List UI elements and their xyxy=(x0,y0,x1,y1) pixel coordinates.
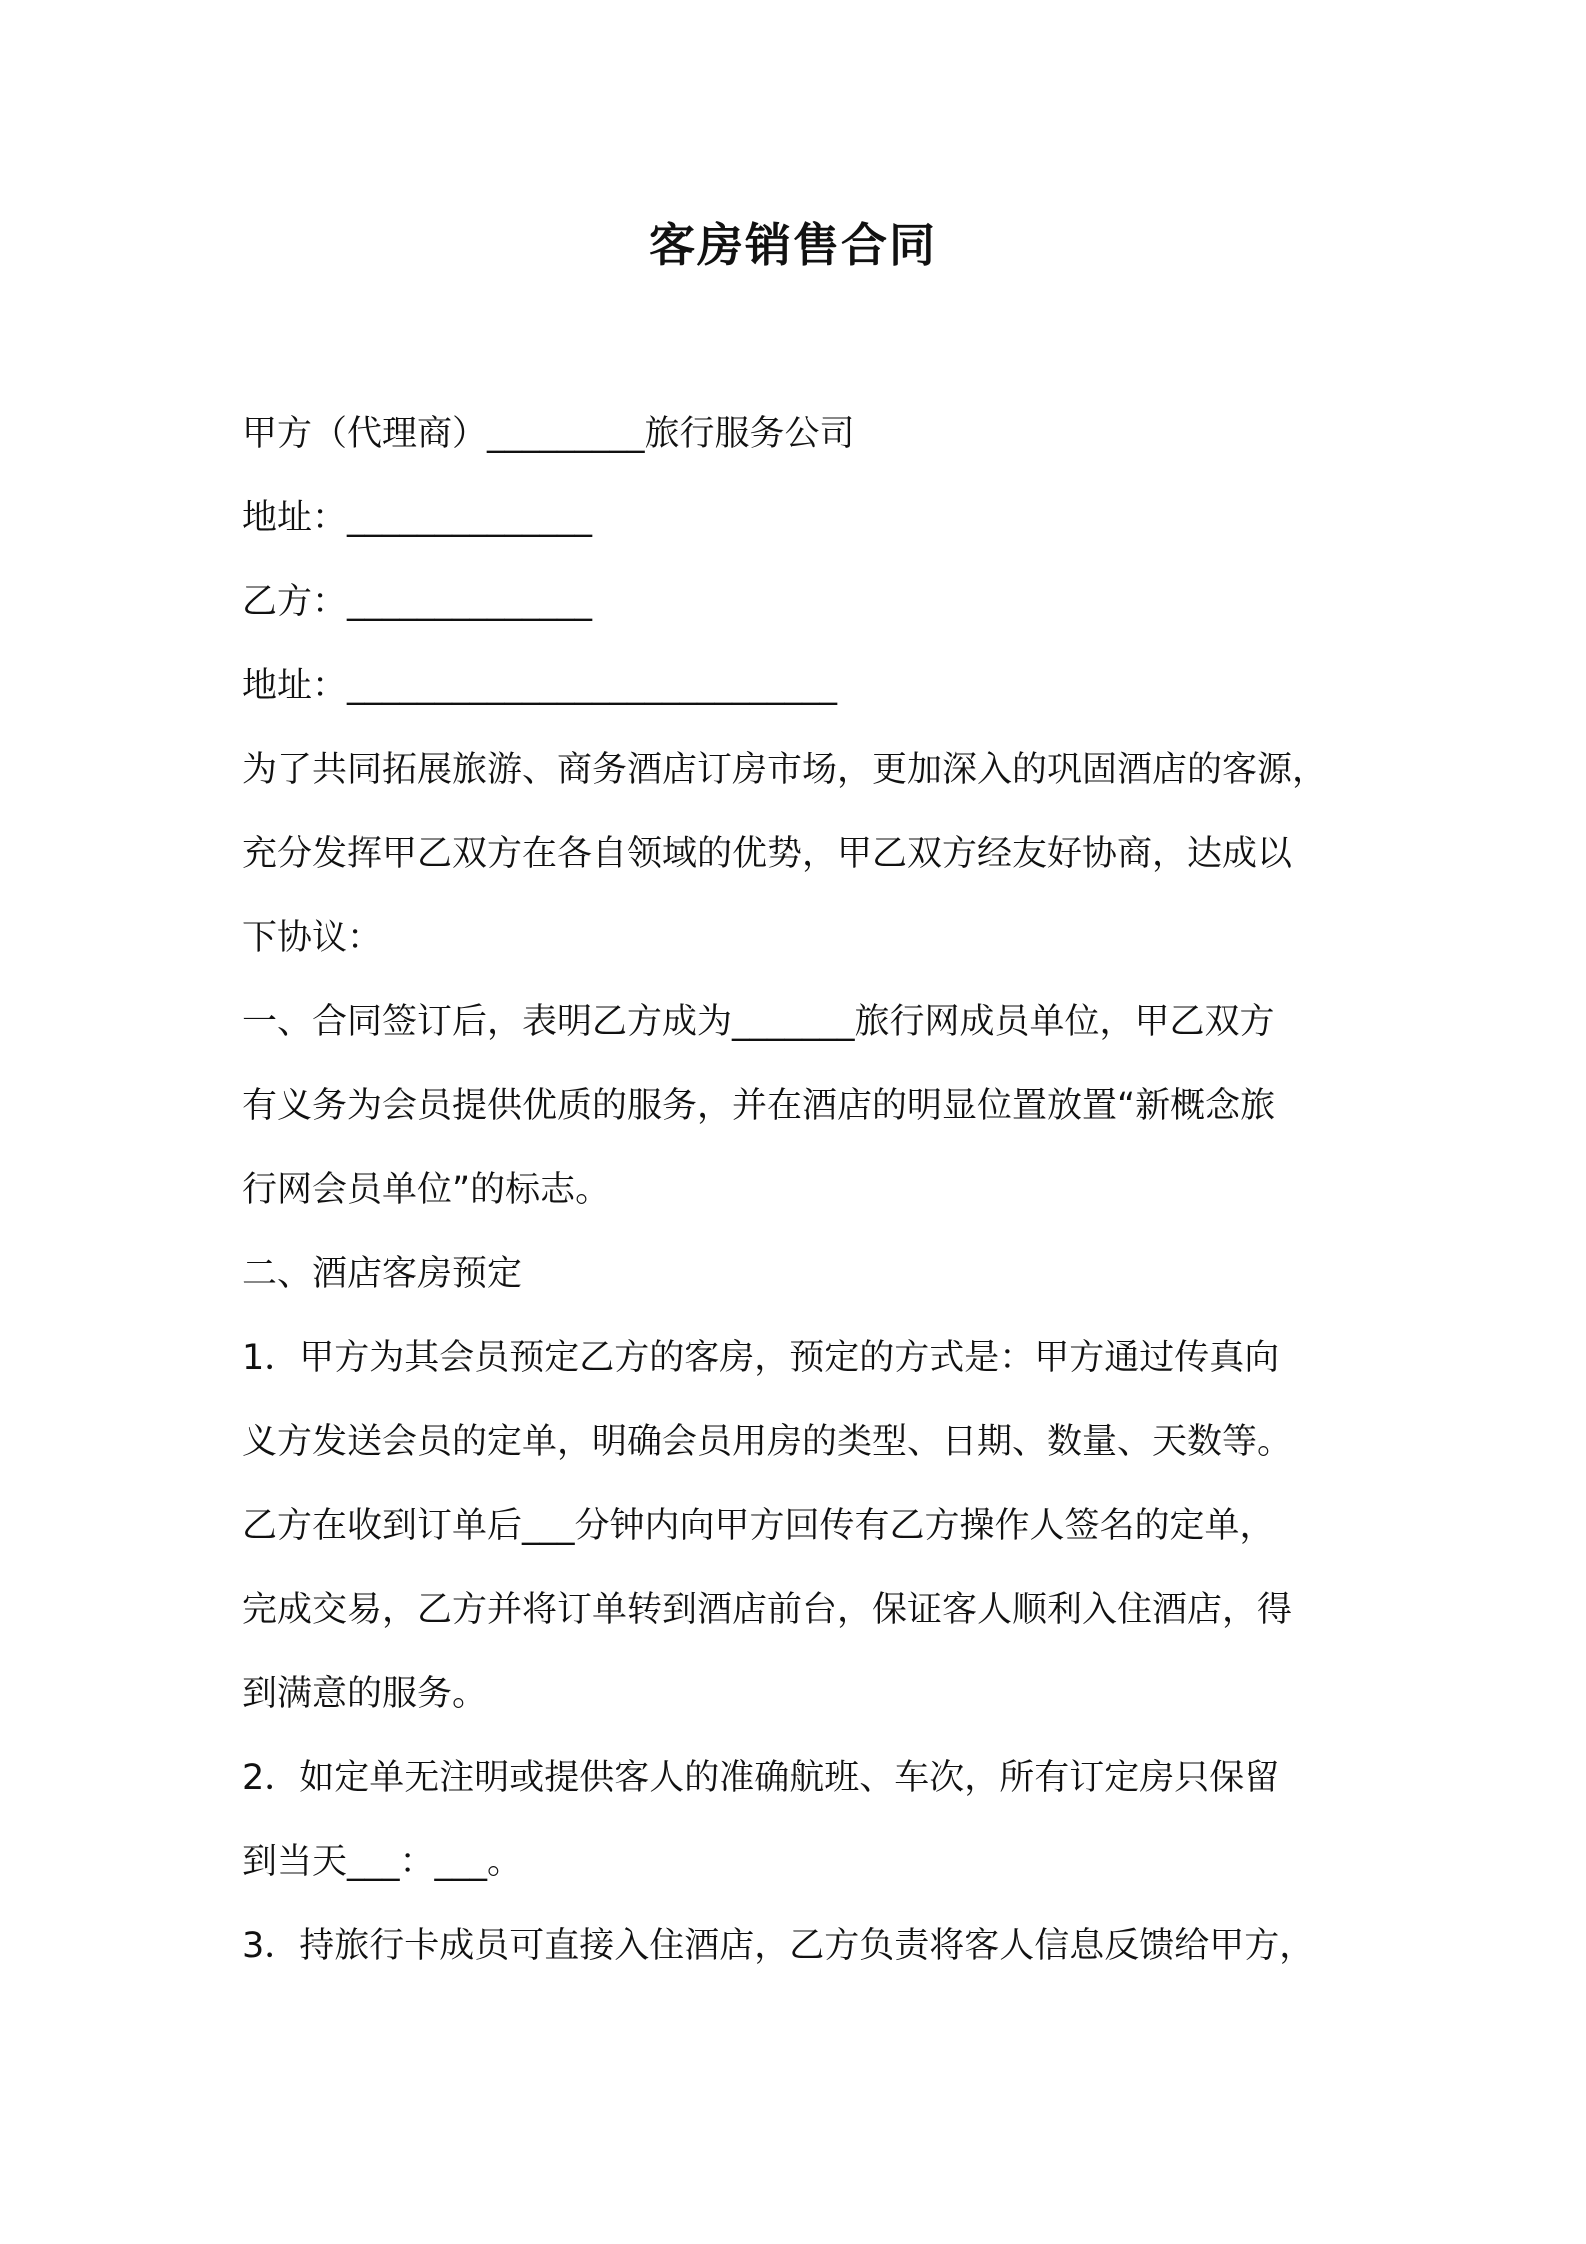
party-a-line: 甲方（代理商）_________旅行服务公司 xyxy=(242,414,855,454)
item-one-line: 乙方在收到订单后___分钟内向甲方回传有乙方操作人签名的定单， xyxy=(242,1506,1275,1546)
item-one-line: 1．甲方为其会员预定乙方的客房，预定的方式是：甲方通过传真向 xyxy=(242,1338,1280,1378)
party-b-line: 乙方：______________ xyxy=(242,582,593,622)
party-b-address-line: 地址：____________________________ xyxy=(242,666,838,706)
item-three-line: 3．持旅行卡成员可直接入住酒店，乙方负责将客人信息反馈给甲方， xyxy=(242,1926,1315,1966)
party-a-address-line: 地址：______________ xyxy=(242,498,593,538)
clause-one-line: 有义务为会员提供优质的服务，并在酒店的明显位置放置“新概念旅 xyxy=(242,1086,1276,1126)
intro-paragraph-line: 充分发挥甲乙双方在各自领域的优势，甲乙双方经友好协商，达成以 xyxy=(242,834,1293,874)
intro-paragraph-line: 为了共同拓展旅游、商务酒店订房市场，更加深入的巩固酒店的客源， xyxy=(242,750,1328,790)
document-title: 客房销售合同 xyxy=(649,218,937,272)
clause-one-line: 行网会员单位”的标志。 xyxy=(242,1170,611,1210)
item-one-line: 到满意的服务。 xyxy=(242,1674,488,1714)
item-one-line: 完成交易，乙方并将订单转到酒店前台，保证客人顺利入住酒店，得 xyxy=(242,1590,1293,1630)
item-two-line: 到当天___：___。 xyxy=(242,1842,523,1882)
section-two-heading: 二、酒店客房预定 xyxy=(242,1254,523,1294)
item-two-line: 2．如定单无注明或提供客人的准确航班、车次，所有订定房只保留 xyxy=(242,1758,1280,1798)
item-one-line: 义方发送会员的定单，明确会员用房的类型、日期、数量、天数等。 xyxy=(242,1422,1293,1462)
clause-one-line: 一、合同签订后，表明乙方成为_______旅行网成员单位，甲乙双方 xyxy=(242,1002,1275,1042)
intro-paragraph-line: 下协议： xyxy=(242,918,383,958)
